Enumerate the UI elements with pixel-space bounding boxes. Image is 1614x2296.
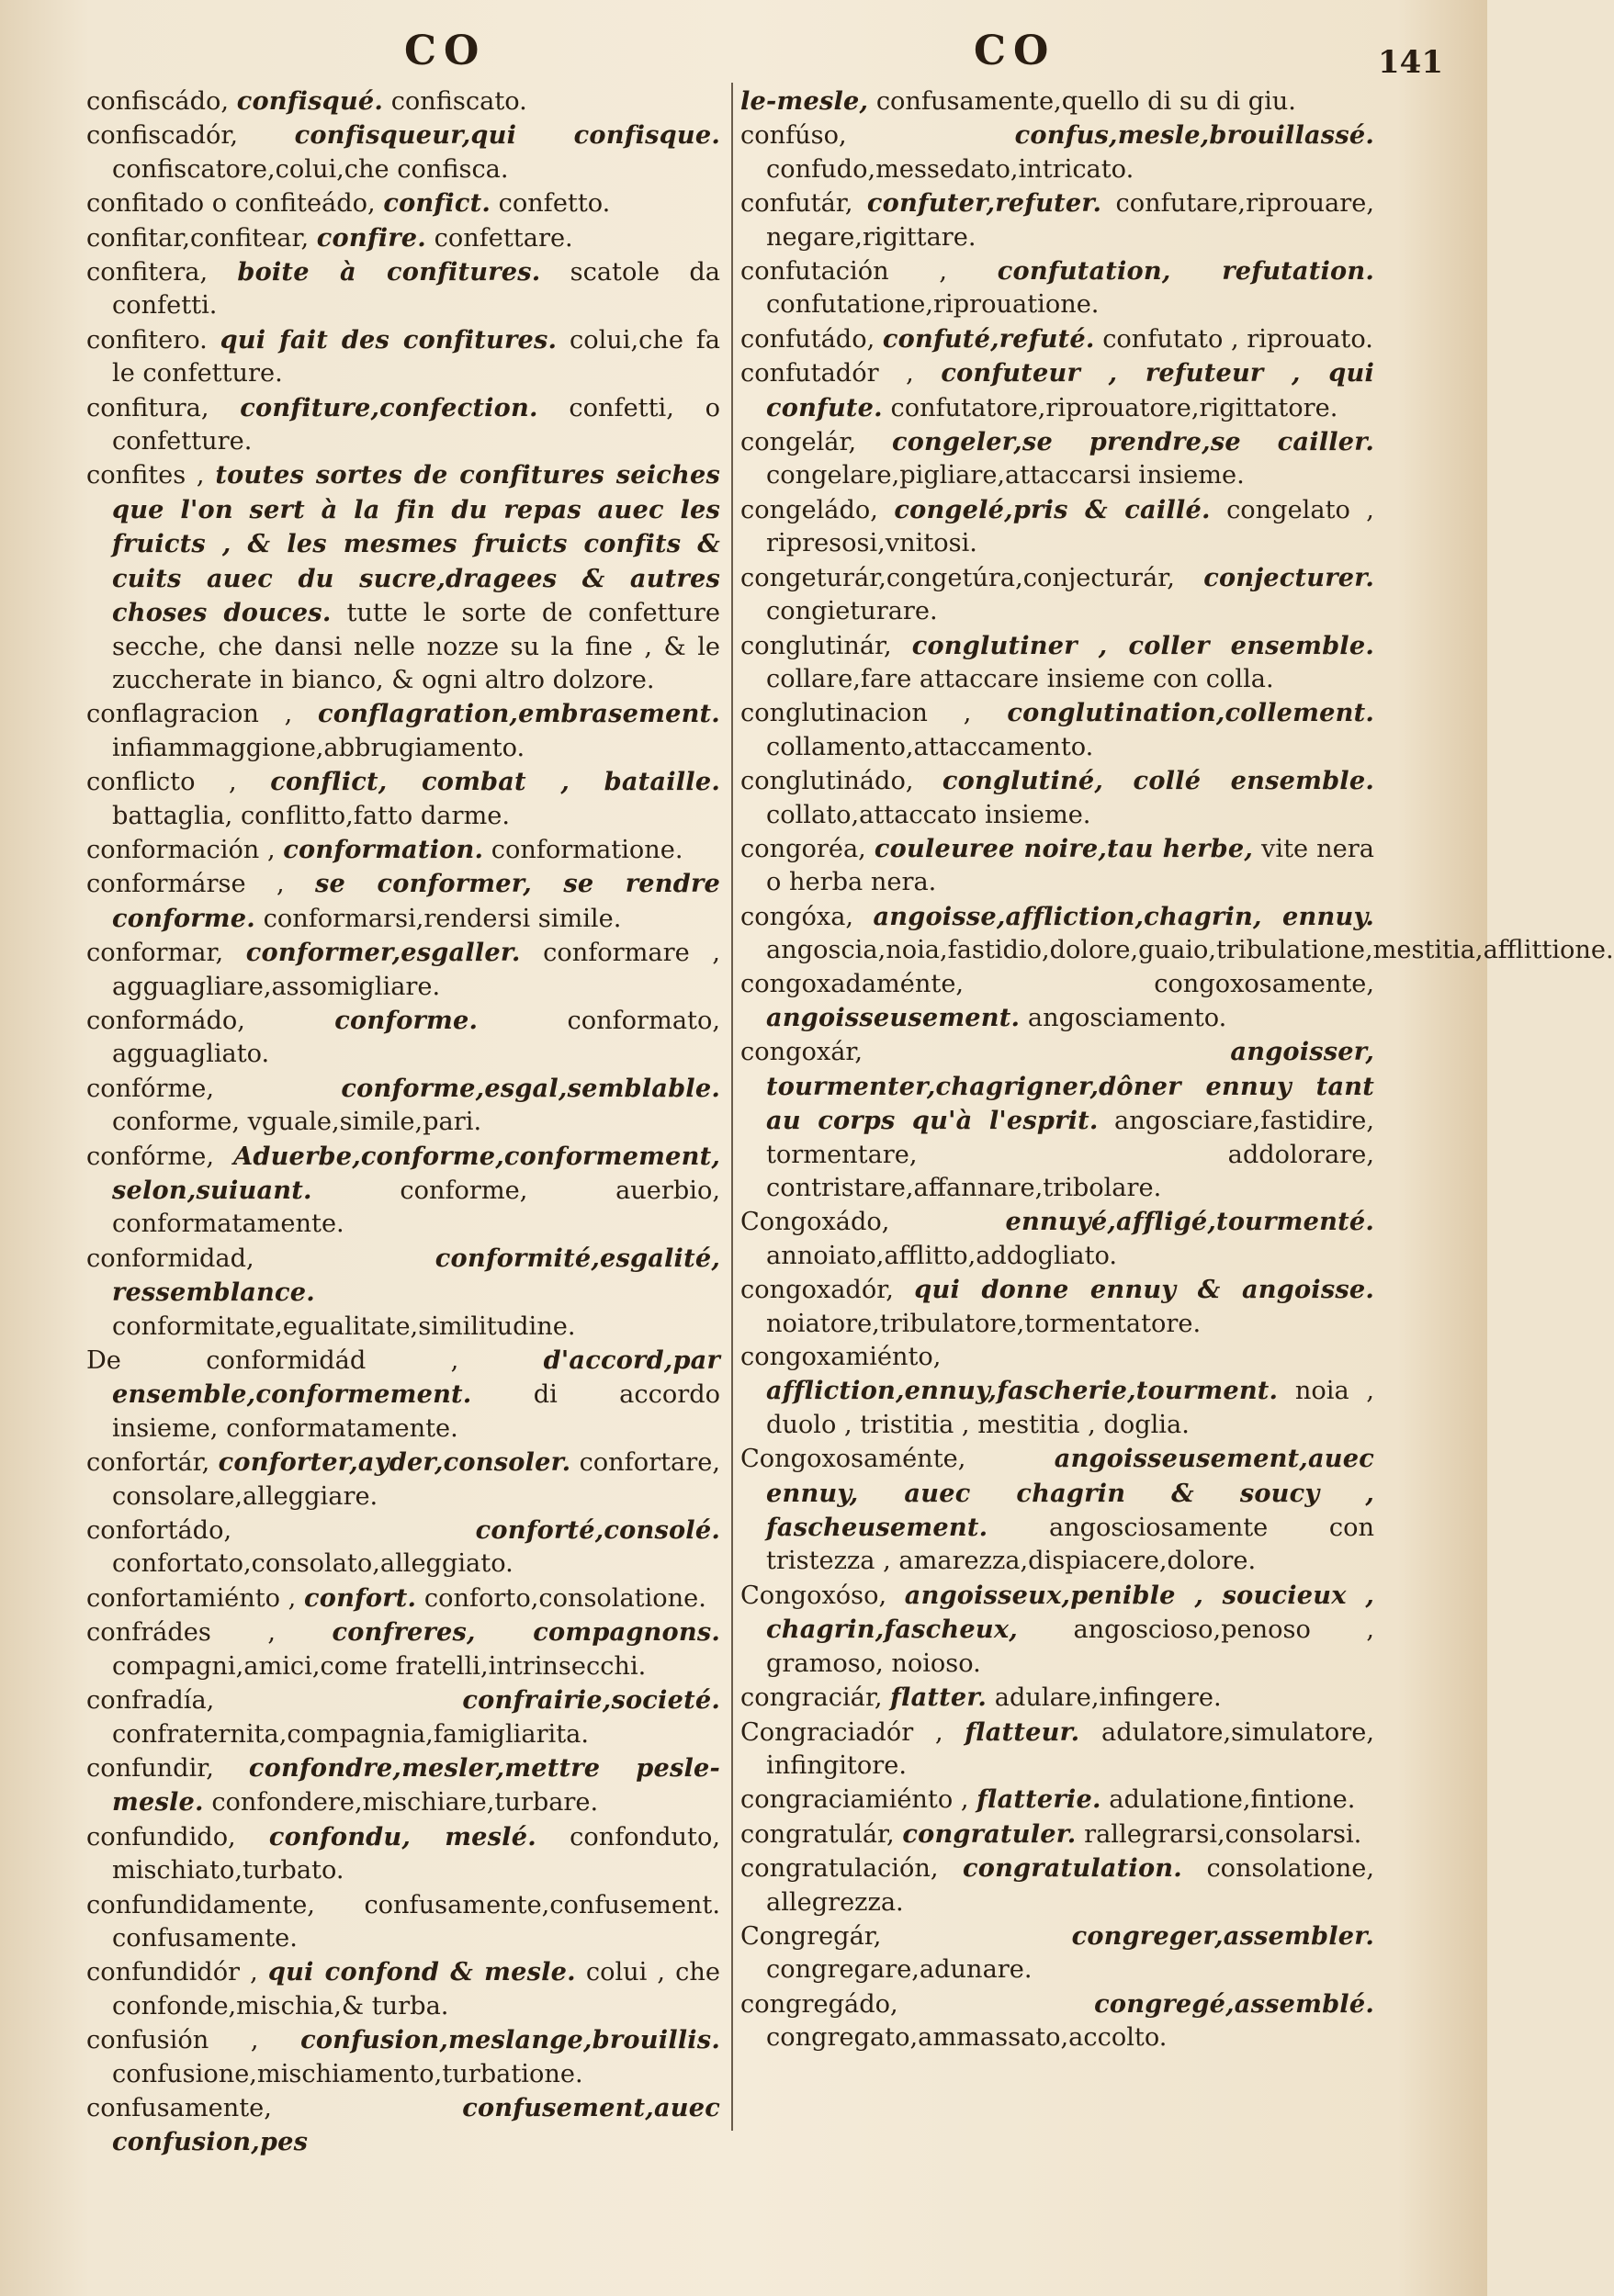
italian-gloss: di accordo insieme, conformatamente. [112, 1380, 720, 1443]
headword: conformidad, [86, 1244, 254, 1273]
italian-gloss: adulatore,simulatore, infingitore. [766, 1717, 1374, 1780]
french-gloss: couleuree noire,tau herbe, [874, 833, 1253, 863]
dictionary-entry [740, 968, 1374, 1036]
headword: confortádo, [86, 1516, 232, 1546]
french-gloss: boite à confitures. [237, 257, 541, 287]
french-gloss: congeler,se prendre,se cailler. [891, 427, 1374, 457]
italian-gloss: battaglia, conflitto,fatto darme. [112, 801, 511, 830]
headword: confiscádo, [86, 87, 230, 116]
french-gloss: conformer,esgaller. [245, 938, 521, 968]
italian-gloss: scatole da confetti. [112, 258, 720, 321]
dictionary-entry [740, 561, 1374, 629]
italian-gloss: compagni,amici,come fratelli,intrinsecchi. [112, 1651, 647, 1681]
french-gloss: flatteur. [965, 1716, 1080, 1747]
dictionary-entry [740, 356, 1374, 425]
dictionary-entry [86, 2023, 720, 2091]
dictionary-entry [86, 323, 720, 391]
italian-gloss: angosciare,fastidire, tormentare, addolorare, contristare,affannare,tribolare. [766, 1107, 1374, 1202]
headword: congelár, [740, 428, 857, 457]
dictionary-entry [86, 391, 720, 459]
french-gloss: congratuler. [902, 1818, 1077, 1849]
dictionary-entry [86, 1514, 720, 1581]
headword: confórme, [86, 1142, 215, 1171]
italian-gloss: confondere,mischiare,turbare. [211, 1788, 599, 1818]
french-gloss: congregé,assemblé. [1094, 1988, 1374, 2019]
headword: confutadór , [740, 359, 914, 388]
italian-gloss: collare,fare attaccare insieme con colla. [766, 664, 1274, 693]
french-gloss: conforme,esgal,semblable. [341, 1073, 720, 1103]
french-gloss: conglutiné, collé ensemble. [942, 766, 1374, 796]
french-gloss: confus,mesle,brouillassé. [1014, 120, 1374, 151]
french-gloss: qui confond & mesle. [267, 1957, 576, 1987]
italian-gloss: tutte le sorte de confetture secche, che dansi nelle nozze su la fine , & le zuccherate in bianco, & ogni altro dolzore. [112, 599, 720, 694]
italian-gloss: conforto,consolatione. [423, 1583, 706, 1613]
french-gloss: confrairie,societé. [462, 1685, 720, 1716]
headword: confradía, [86, 1686, 215, 1716]
italian-gloss: confortato,consolato,alleggiato. [112, 1549, 514, 1579]
headword: confitura, [86, 393, 209, 422]
italian-gloss: adulare,infingere. [994, 1683, 1222, 1713]
italian-gloss: consolatione, allegrezza. [766, 1854, 1374, 1917]
french-gloss: qui donne ennuy & angoisse. [914, 1275, 1374, 1305]
italian-gloss: confusamente,quello di su di giu. [875, 87, 1296, 116]
italian-gloss: confetti, o confetture. [112, 393, 720, 456]
dictionary-entry [86, 1581, 720, 1615]
french-gloss: angoisseux,penible , soucieux , chagrin,fascheux, [766, 1580, 1374, 1645]
headword: conflicto , [86, 768, 237, 797]
dictionary-entry [86, 118, 720, 186]
french-gloss: conglutination,collement. [1007, 698, 1374, 728]
italian-gloss: angosciamento. [1027, 1003, 1227, 1032]
italian-gloss: noia , duolo , tristitia , mestitia , doglia. [766, 1377, 1374, 1439]
dictionary-entry [86, 1615, 720, 1683]
dictionary-entry [740, 1851, 1374, 1919]
italian-gloss: angoscioso,penoso , gramoso, noioso. [766, 1615, 1374, 1678]
french-gloss: confreres, compagnons. [332, 1617, 720, 1648]
italian-gloss: congelare,pigliare,attaccarsi insieme. [766, 461, 1245, 490]
french-gloss: confutation, refutation. [997, 256, 1374, 287]
dictionary-entry [740, 629, 1374, 697]
running-head-left: CO [404, 28, 487, 74]
page-number: 141 [1378, 44, 1443, 81]
dictionary-entry [86, 1072, 720, 1140]
headword: congoxár, [740, 1038, 863, 1067]
dictionary-entry [740, 1818, 1374, 1851]
left-column [86, 84, 720, 2160]
italian-gloss: confudo,messedato,intricato. [766, 154, 1134, 184]
headword: congeládo, [740, 495, 878, 524]
headword: confiscadór, [86, 121, 239, 151]
dictionary-entry [740, 900, 1614, 968]
italian-gloss: confortare, consolare,alleggiare. [112, 1448, 720, 1511]
headword: confrádes , [86, 1618, 276, 1648]
dictionary-entry [740, 1987, 1374, 2055]
french-gloss: confict. [383, 188, 491, 219]
dictionary-entry [86, 1888, 720, 1956]
italian-gloss: colui,che fa le confetture. [112, 325, 720, 388]
french-gloss: confuté,refuté. [882, 323, 1095, 354]
italian-gloss: noiatore,tribulatore,tormentatore. [766, 1309, 1202, 1338]
headword: congregádo, [740, 1989, 898, 2019]
dictionary-entry [86, 1955, 720, 2023]
french-gloss: angoisseusement. [766, 1002, 1021, 1032]
italian-gloss: confusamente,confusement. confusamente. [112, 1890, 720, 1953]
dictionary-entry [740, 425, 1374, 493]
headword: confitar,confitear, [86, 223, 310, 253]
french-gloss: congreger,assembler. [1071, 1920, 1374, 1951]
italian-gloss: confiscatore,colui,che confisca. [112, 154, 509, 184]
italian-gloss: confutare,riprouare, negare,rigittare. [766, 189, 1374, 252]
dictionary-entry [740, 1205, 1374, 1273]
french-gloss: Aduerbe,conforme,conformement, selon,suiuant. [112, 1141, 720, 1205]
dictionary-entry [740, 118, 1374, 186]
headword: congoxadaménte, congoxosamente, [740, 969, 1374, 998]
dictionary-entry [86, 1820, 720, 1888]
headword: congraciár, [740, 1683, 883, 1713]
headword: confitera, [86, 258, 209, 287]
headword: conformárse , [86, 870, 285, 899]
french-gloss: confiture,confection. [240, 392, 538, 422]
dictionary-entry [86, 255, 720, 323]
french-gloss: toutes sortes de confitures seiches que l'on sert à la fin du repas auec les fruicts , & les mesmes fruicts confits & cuits auec du sucre,dragees & autres choses douces. [112, 460, 720, 628]
headword: confúso, [740, 121, 847, 151]
headword: conflagracion , [86, 700, 293, 729]
column-rule [731, 83, 733, 2131]
headword: congoxadór, [740, 1276, 894, 1305]
french-gloss: se conformer, se rendre conforme. [112, 869, 720, 933]
italian-gloss: angoscia,noia,fastidio,dolore,guaio,tribulatione,mestitia,afflittione. [766, 936, 1614, 965]
headword: Congoxosaménte, [740, 1445, 966, 1474]
french-gloss: congratulation. [963, 1853, 1182, 1884]
headword: congoréa, [740, 834, 866, 863]
italian-gloss: vite nera o herba nera. [766, 834, 1374, 897]
dictionary-entry [740, 696, 1374, 764]
dictionary-entry [86, 1751, 720, 1820]
italian-gloss: conformatione. [491, 835, 683, 864]
italian-gloss: colui , che confonde,mischia,& turba. [112, 1958, 720, 2020]
italian-gloss: confiscato. [390, 87, 527, 116]
dictionary-entry [86, 1140, 720, 1242]
dictionary-entry [740, 1341, 1374, 1442]
headword: confutár, [740, 189, 853, 219]
french-gloss: conforme. [334, 1005, 479, 1035]
headword: conglutinár, [740, 631, 892, 660]
dictionary-entry [740, 1035, 1374, 1205]
headword: confortár, [86, 1448, 210, 1478]
headword: confutación , [740, 257, 948, 287]
dictionary-entry [86, 186, 720, 220]
italian-gloss: conformato, agguagliato. [112, 1006, 720, 1069]
headword: confusión , [86, 2026, 259, 2055]
dictionary-entry [86, 1242, 720, 1344]
dictionary-entry [740, 764, 1374, 832]
italian-gloss: angosciosamente con tristezza , amarezza,dispiacere,dolore. [766, 1514, 1374, 1576]
french-gloss: angoisseusement,auec ennuy, auec chagrin & soucy , fascheusement. [766, 1444, 1374, 1543]
french-gloss: conjecturer. [1203, 562, 1374, 592]
headword: confitero. [86, 325, 208, 355]
headword: congeturár,congetúra,conjecturár, [740, 563, 1175, 592]
french-gloss: confort. [303, 1582, 417, 1613]
french-gloss: conglutiner , coller ensemble. [911, 630, 1374, 660]
italian-gloss: confutatione,riprouatione. [766, 290, 1100, 320]
italian-gloss: conforme, auerbio, conformatamente. [112, 1176, 720, 1239]
italian-gloss: confetto. [498, 189, 611, 219]
dictionary-entry [86, 833, 720, 867]
headword: Congraciadór , [740, 1717, 943, 1747]
headword: confutádo, [740, 324, 875, 354]
dictionary-entry [86, 84, 720, 118]
italian-gloss: collamento,attaccamento. [766, 732, 1094, 761]
headword: confundir, [86, 1753, 214, 1783]
headword: congratulár, [740, 1819, 895, 1849]
italian-gloss: conformarsi,rendersi simile. [263, 904, 622, 933]
headword: congóxa, [740, 902, 854, 931]
headword: Congoxádo, [740, 1208, 890, 1237]
french-gloss: confire. [316, 222, 426, 253]
french-gloss: conflict, combat , bataille. [270, 767, 720, 797]
dictionary-entry [86, 221, 720, 255]
dictionary-entry [740, 1919, 1374, 1987]
dictionary-entry [86, 765, 720, 833]
headword: confites , [86, 461, 205, 490]
french-gloss: confusion,meslange,brouillis. [300, 2025, 720, 2055]
headword: congraciamiénto , [740, 1785, 969, 1815]
italian-gloss: infiammaggione,abbrugiamento. [112, 733, 525, 762]
headword: confundido, [86, 1822, 236, 1851]
dictionary-entry [740, 493, 1374, 561]
italian-gloss: conforme, vguale,simile,pari. [112, 1108, 482, 1137]
french-gloss: conforter,ayder,consoler. [218, 1447, 571, 1478]
headword: conglutinádo, [740, 767, 914, 796]
dictionary-entry [86, 1683, 720, 1751]
italian-gloss: confutato , riprouato. [1102, 324, 1373, 354]
french-gloss: le-mesle, [740, 86, 869, 116]
french-gloss: angoisser, tourmenter,chagrigner,dôner ennuy tant au corps qu'à l'esprit. [766, 1037, 1374, 1136]
dictionary-entry [740, 1783, 1374, 1817]
french-gloss: flatterie. [976, 1784, 1101, 1815]
french-gloss: angoisse,affliction,chagrin, ennuy. [873, 901, 1374, 931]
french-gloss: flatter. [890, 1683, 988, 1713]
headword: conformar, [86, 939, 224, 968]
dictionary-entry [740, 1273, 1374, 1341]
french-gloss: conforté,consolé. [475, 1515, 720, 1546]
italian-gloss: congelato , ripresosi,vnitosi. [766, 495, 1374, 558]
french-gloss: confuter,refuter. [866, 188, 1102, 219]
headword: confórme, [86, 1074, 215, 1103]
italian-gloss: conformitate,egualitate,similitudine. [112, 1311, 576, 1341]
french-gloss: confondre,mesler,mettre pesle-mesle. [112, 1752, 720, 1818]
italian-gloss: congregare,adunare. [766, 1955, 1033, 1985]
dictionary-entry [86, 1344, 720, 1446]
italian-gloss: rallegrarsi,consolarsi. [1084, 1819, 1362, 1849]
headword: Congoxóso, [740, 1581, 887, 1610]
italian-gloss: collato,attaccato insieme. [766, 800, 1091, 829]
headword: confitado o confiteádo, [86, 189, 376, 219]
right-column [740, 84, 1614, 2055]
dictionary-entry [740, 832, 1374, 900]
dictionary-entry [740, 1716, 1374, 1784]
headword: confundidór , [86, 1958, 258, 1987]
dictionary-entry [740, 1442, 1374, 1579]
italian-gloss: confutatore,riprouatore,rigittatore. [890, 393, 1338, 422]
italian-gloss: congregato,ammassato,accolto. [766, 2023, 1168, 2053]
dictionary-entry [86, 867, 720, 936]
headword: confundidamente, [86, 1890, 315, 1919]
dictionary-entry [740, 84, 1374, 118]
french-gloss: confuteur , refuteur , qui confute. [766, 358, 1374, 422]
italian-gloss: annoiato,afflitto,addogliato. [766, 1241, 1118, 1270]
headword: conglutinacion , [740, 699, 972, 728]
headword: conformación , [86, 835, 276, 864]
italian-gloss: confonduto, mischiato,turbato. [112, 1822, 720, 1885]
french-gloss: confisqueur,qui confisque. [294, 120, 720, 151]
italian-gloss: confusione,mischiamento,turbatione. [112, 2059, 583, 2088]
headword: congoxamiénto, [740, 1343, 942, 1372]
dictionary-entry [86, 697, 720, 765]
french-gloss: confondu, meslé. [268, 1821, 536, 1851]
headword: De conformidád , [86, 1346, 459, 1376]
headword: congratulación, [740, 1854, 939, 1884]
french-gloss: conflagration,embrasement. [318, 699, 720, 729]
dictionary-entry [86, 1446, 720, 1514]
headword: confortamiénto , [86, 1583, 297, 1613]
dictionary-entry [740, 1579, 1374, 1681]
dictionary-entry [740, 322, 1374, 356]
dictionary-entry [86, 936, 720, 1004]
headword: Congregár, [740, 1921, 882, 1951]
french-gloss: d'accord,par ensemble,conformement. [112, 1345, 720, 1410]
italian-gloss: conformare , agguagliare,assomigliare. [112, 939, 720, 1001]
french-gloss: conformité,esgalité, ressemblance. [112, 1243, 720, 1308]
dictionary-entry [86, 1004, 720, 1072]
dictionary-entry [86, 458, 720, 697]
french-gloss: conformation. [283, 834, 484, 864]
french-gloss: congelé,pris & caillé. [894, 494, 1211, 524]
dictionary-entry [740, 254, 1374, 322]
french-gloss: ennuyé,affligé,tourmenté. [1005, 1207, 1374, 1237]
french-gloss: confusement,auec confusion,pes [112, 2092, 720, 2157]
french-gloss: confisqué. [236, 86, 384, 116]
italian-gloss: confraternita,compagnia,famigliarita. [112, 1719, 590, 1749]
french-gloss: qui fait des confitures. [220, 324, 558, 355]
italian-gloss: congieturare. [766, 597, 938, 626]
italian-gloss: adulatione,fintione. [1109, 1785, 1356, 1815]
italian-gloss: confettare. [434, 223, 573, 253]
headword: confusamente, [86, 2093, 272, 2122]
french-gloss: affliction,ennuy,fascherie,tourment. [766, 1376, 1279, 1406]
dictionary-entry [740, 186, 1374, 254]
dictionary-entry [86, 2091, 720, 2160]
dictionary-entry [740, 1681, 1374, 1715]
running-head-right: CO [974, 28, 1056, 74]
headword: conformádo, [86, 1006, 245, 1035]
